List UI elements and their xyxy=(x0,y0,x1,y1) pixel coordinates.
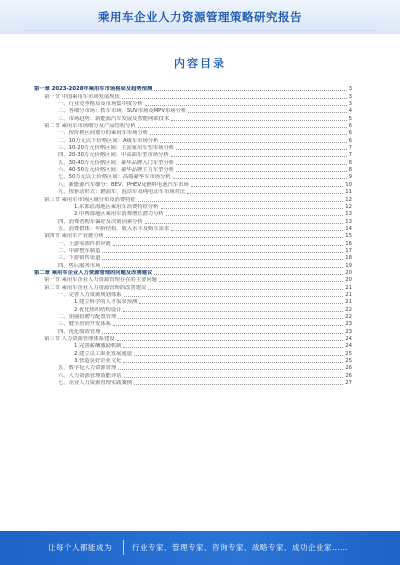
footer-divider xyxy=(123,540,124,555)
toc-entry[interactable] xyxy=(34,299,352,306)
toc-entry-page: 7 xyxy=(348,145,352,152)
footer-slogan: 让每个人都能成为 xyxy=(48,543,112,552)
toc-entry-page: 22 xyxy=(345,306,352,313)
toc-entry-title: 三、10-20万元价格区间：主流家用车型市场分析 xyxy=(58,145,175,152)
toc-entry[interactable] xyxy=(34,372,352,379)
toc-entry[interactable] xyxy=(34,306,352,313)
toc-entry-title: 2.中西部地区乘用车消费增长潜力分析 xyxy=(74,211,164,218)
toc-leader-dots xyxy=(118,318,343,319)
toc-leader-dots xyxy=(145,223,343,224)
toc-leader-dots xyxy=(159,281,343,282)
toc-entry-page: 19 xyxy=(345,262,352,269)
toc-leader-dots xyxy=(138,127,347,128)
toc-entry-title: 一、行业竞争格局及市场集中度分析 xyxy=(58,101,143,108)
toc-entry[interactable] xyxy=(34,145,352,152)
toc-entry-title: 2.建立员工职业发展通道 xyxy=(74,350,133,357)
toc-entry-title: 2.优化组织结构设计 xyxy=(74,306,122,313)
toc-leader-dots xyxy=(191,186,344,187)
toc-entry-page: 24 xyxy=(345,336,352,343)
toc-entry-title: 3.营造良好企业文化 xyxy=(74,358,122,365)
toc-leader-dots xyxy=(160,142,346,143)
toc-entry-page: 13 xyxy=(345,218,352,225)
toc-leader-dots xyxy=(134,355,343,356)
toc-leader-dots xyxy=(102,252,343,253)
toc-entry[interactable] xyxy=(34,226,352,233)
toc-entry-page: 8 xyxy=(348,159,352,166)
toc-entry-page: 17 xyxy=(345,247,352,254)
toc-entry[interactable] xyxy=(34,101,352,108)
toc-leader-dots xyxy=(118,369,343,370)
toc-entry-page: 23 xyxy=(345,328,352,335)
toc-entry[interactable] xyxy=(34,108,352,115)
toc-entry-page: 21 xyxy=(345,284,352,291)
toc-heading: 内容目录 xyxy=(174,57,226,70)
toc-entry-title: 1.完善薪酬激励机制 xyxy=(74,343,122,350)
toc-leader-dots xyxy=(148,289,343,290)
toc-entry[interactable] xyxy=(34,233,352,240)
footer-tagline: 行业专家、管理专家、咨询专家、战略专家、成功企业家…… xyxy=(132,543,348,552)
toc-entry[interactable] xyxy=(34,159,352,166)
toc-leader-dots xyxy=(124,296,344,297)
toc-leader-dots xyxy=(171,120,346,121)
toc-entry[interactable] xyxy=(34,174,352,181)
toc-entry-page: 11 xyxy=(345,189,352,196)
toc-entry-title: 四、售后服务市场 xyxy=(58,262,101,269)
toc-entry-page: 16 xyxy=(345,240,352,247)
toc-entry-title: 二、10万元以下价格区间：A级车市场分析 xyxy=(58,137,159,144)
toc-entry-page: 5 xyxy=(348,115,352,122)
toc-leader-dots xyxy=(123,347,343,348)
toc-leader-dots xyxy=(161,208,344,209)
toc-entry-page: 7 xyxy=(348,152,352,159)
toc-entry-title: 第三节 人力资源管理体系建设 xyxy=(44,336,115,343)
toc-entry-title: 六、人力资源管理效能评估 xyxy=(58,372,122,379)
toc-entry[interactable] xyxy=(34,167,352,174)
toc-entry[interactable] xyxy=(34,137,352,144)
toc-leader-dots xyxy=(102,267,343,268)
toc-entry-title: 四、消费者购车偏好及决策因素分析 xyxy=(58,218,143,225)
toc-entry-title: 四、优化绩效管理 xyxy=(58,328,101,335)
toc-entry-title: 第二节 乘用车市场细分及产品结构分析 xyxy=(44,123,136,130)
toc-entry-page: 22 xyxy=(345,314,352,320)
toc-entry[interactable] xyxy=(34,292,352,299)
toc-entry-page: 6 xyxy=(348,130,352,137)
toc-entry-title: 一、上游零部件供应链 xyxy=(58,240,111,247)
toc-leader-dots xyxy=(173,178,347,179)
toc-entry[interactable] xyxy=(34,255,352,262)
toc-entry-page: 27 xyxy=(345,380,352,387)
toc-entry-page: 3 xyxy=(348,86,352,93)
header-divider xyxy=(24,30,376,31)
toc-entry[interactable] xyxy=(34,248,352,255)
toc-entry-page: 9 xyxy=(348,174,352,181)
toc-entry-title: 第一章 2023-2028年乘用车市场格局及趋势预测 xyxy=(34,86,153,93)
toc-leader-dots xyxy=(113,245,343,246)
toc-entry-title: 九、按驱动形式：燃油车、混动车及纯电动车市场对比 xyxy=(58,189,186,196)
toc-entry-page: 26 xyxy=(345,365,352,372)
page-footer xyxy=(0,531,400,565)
toc-entry-title: 二、中游整车制造 xyxy=(58,247,101,254)
page-header xyxy=(0,0,400,34)
toc-entry-page: 20 xyxy=(345,277,352,284)
toc-entry-page: 6 xyxy=(348,137,352,144)
toc-entry[interactable] xyxy=(34,211,352,218)
toc-entry[interactable] xyxy=(34,130,352,137)
toc-entry[interactable] xyxy=(34,262,352,269)
toc-entry[interactable] xyxy=(34,284,352,291)
toc-leader-dots xyxy=(154,274,343,275)
toc-leader-dots xyxy=(150,134,347,135)
toc-entry-title: 一、完善人力资源规划体系 xyxy=(58,291,122,298)
toc-leader-dots xyxy=(113,325,343,326)
toc-leader-dots xyxy=(123,311,343,312)
toc-leader-dots xyxy=(117,340,344,341)
toc-entry-page: 25 xyxy=(345,350,352,357)
toc-entry[interactable] xyxy=(34,240,352,247)
toc-entry[interactable] xyxy=(34,365,352,372)
toc-entry-title: 三、下游销售渠道 xyxy=(58,255,101,262)
toc-entry-title: 一、按价格区间划分的乘用车市场分析 xyxy=(58,130,149,137)
report-title: 乘用车企业人力资源管理策略研究报告 xyxy=(98,10,302,24)
toc-entry-title: 第三节 乘用车市场区域分布及消费特征 xyxy=(44,196,136,203)
toc-entry[interactable] xyxy=(34,123,352,130)
toc-entry-page: 26 xyxy=(345,372,352,379)
toc-entry-page: 21 xyxy=(345,291,352,298)
toc-entry[interactable] xyxy=(34,350,352,357)
toc-entry-title: 二、各细分市场：轿车市场、SUV市场及MPV市场分析 xyxy=(58,108,187,115)
toc-entry-title: 1.东部沿海地区乘用车消费特征分析 xyxy=(74,203,159,210)
toc-leader-dots xyxy=(122,98,347,99)
toc-entry[interactable] xyxy=(34,93,352,100)
toc-entry-title: 第一节 乘用车企业人力资源管理存在的主要问题 xyxy=(44,277,157,284)
toc-entry-page: 20 xyxy=(345,269,352,276)
toc-entry[interactable] xyxy=(34,314,352,321)
toc-entry[interactable] xyxy=(34,86,352,93)
toc-entry-page: 3 xyxy=(348,101,352,108)
toc-entry-page: 23 xyxy=(345,321,352,328)
toc-entry[interactable] xyxy=(34,270,352,277)
toc-leader-dots xyxy=(123,362,343,363)
toc-entry-page: 3 xyxy=(348,93,352,100)
toc-entry-page: 10 xyxy=(345,181,352,188)
toc-entry[interactable] xyxy=(34,115,352,122)
toc-entry[interactable] xyxy=(34,181,352,188)
toc-entry-title: 七、50万元以上价格区间：高端豪华车市场分析 xyxy=(58,174,171,181)
toc-leader-dots xyxy=(188,112,346,113)
toc-leader-dots xyxy=(171,230,343,231)
toc-entry-title: 五、消费群体：年龄结构、收入水平及购车需求 xyxy=(58,225,170,232)
toc-entry-title: 1.建立科学的人才需求预测 xyxy=(74,299,138,306)
toc-leader-dots xyxy=(102,333,343,334)
toc-leader-dots xyxy=(106,237,343,238)
toc-entry-title: 第二章 乘用车企业人力资源管理的问题及改善建议 xyxy=(34,269,153,276)
toc-entry-page: 8 xyxy=(348,167,352,174)
toc-leader-dots xyxy=(176,171,347,172)
toc-leader-dots xyxy=(166,215,343,216)
toc-entry[interactable] xyxy=(34,343,352,350)
toc-entry[interactable] xyxy=(34,152,352,159)
toc-entry-page: 21 xyxy=(345,299,352,306)
toc-entry-page: 25 xyxy=(345,358,352,365)
toc-entry-title: 第一节 中国乘用车市场发展现状 xyxy=(44,93,120,100)
toc-entry[interactable] xyxy=(34,204,352,211)
toc-entry-page: 13 xyxy=(345,211,352,218)
toc-leader-dots xyxy=(134,384,343,385)
toc-entry[interactable] xyxy=(34,189,352,196)
toc-leader-dots xyxy=(154,90,346,91)
toc-entry-title: 八、新能源汽车细分：BEV、PHEV及燃料电池汽车市场 xyxy=(58,181,189,188)
toc-entry[interactable] xyxy=(34,380,352,387)
toc-entry[interactable] xyxy=(34,328,352,335)
toc-entry[interactable] xyxy=(34,218,352,225)
toc-entry[interactable] xyxy=(34,336,352,343)
toc-entry[interactable] xyxy=(34,277,352,284)
toc-entry-page: 12 xyxy=(345,196,352,203)
toc-leader-dots xyxy=(145,105,347,106)
toc-entry-title: 六、40-50万元价格区间：豪华品牌主力车型分析 xyxy=(58,167,175,174)
toc-entry[interactable] xyxy=(34,358,352,365)
toc-leader-dots xyxy=(176,149,347,150)
toc-entry-page: 12 xyxy=(345,203,352,210)
toc-entry-title: 第四节 乘用车产业链分析 xyxy=(44,233,104,240)
toc-entry-title: 四、20-30万元价格区间：中高端车型市场分析 xyxy=(58,152,169,159)
table-of-contents xyxy=(34,86,352,511)
toc-entry-page: 24 xyxy=(345,343,352,350)
toc-entry[interactable] xyxy=(34,196,352,203)
toc-entry-title: 七、企业人力资源管理实践案例 xyxy=(58,380,133,387)
toc-entry-page: 6 xyxy=(348,123,352,130)
toc-entry-title: 五、数字化人力资源管理 xyxy=(58,365,117,372)
toc-leader-dots xyxy=(139,303,343,304)
toc-leader-dots xyxy=(102,259,343,260)
toc-entry-title: 三、市场趋势：新能源汽车发展及智能网联技术 xyxy=(58,115,170,122)
toc-entry-page: 15 xyxy=(345,233,352,240)
toc-entry-page: 4 xyxy=(348,108,352,115)
toc-entry-page: 18 xyxy=(345,255,352,262)
toc-entry-title: 三、健全培训开发体系 xyxy=(58,321,111,328)
toc-entry-title: 第二节 乘用车企业人力资源管理的改善建议 xyxy=(44,284,147,291)
toc-entry[interactable] xyxy=(34,321,352,328)
toc-entry-title: 五、30-40万元价格区间：豪华品牌入门车型分析 xyxy=(58,159,175,166)
toc-leader-dots xyxy=(171,156,347,157)
toc-leader-dots xyxy=(138,201,344,202)
toc-entry-page: 14 xyxy=(345,225,352,232)
toc-entry-title: 二、加强招聘与配置管理 xyxy=(58,314,117,320)
toc-leader-dots xyxy=(187,193,343,194)
toc-leader-dots xyxy=(176,164,347,165)
toc-leader-dots xyxy=(124,377,344,378)
